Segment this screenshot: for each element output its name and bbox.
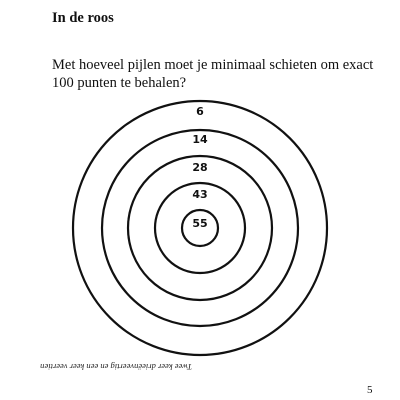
score-label-third: 28 xyxy=(192,161,208,174)
question-line-1: Met hoeveel pijlen moet je minimaal schieten om exact xyxy=(52,57,374,73)
score-label-outer: 6 xyxy=(196,105,204,118)
score-label-second: 14 xyxy=(192,133,208,146)
score-label-bullseye: 55 xyxy=(192,217,208,230)
puzzle-title: In de roos xyxy=(52,10,114,26)
page-number: 5 xyxy=(367,384,373,396)
score-label-fourth: 43 xyxy=(192,188,208,201)
question-line-2: 100 punten te behalen? xyxy=(52,75,187,91)
upside-down-answer: Twee keer drieënveertig en een keer veertien xyxy=(40,362,192,372)
